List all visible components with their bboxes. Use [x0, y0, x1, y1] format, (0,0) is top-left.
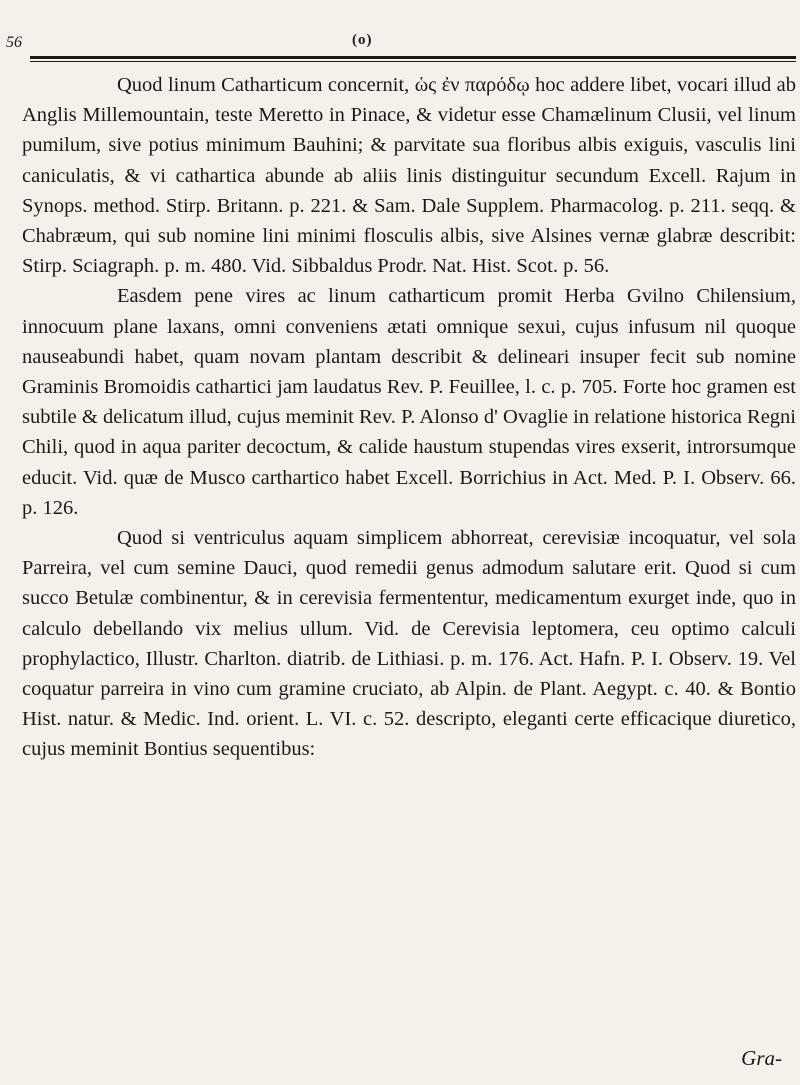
- header-ornament: (o): [352, 32, 373, 48]
- header-rule-thin: [30, 61, 796, 62]
- paragraph-parreira: Quod si ventriculus aquam simplicem abhorreat, cerevisiæ incoquatur, vel sola Parreira, vel cum semine Dauci, quod remedii genus admodum salutare erit. Quod si cum succo Betulæ combinentur, & in cerevisia fermententur, medicamentum exurget inde, quo in calculo debellando vix melius ullum. Vid. de Cerevisia leptomera, ceu optimo calculi prophylactico, Illustr. Charlton. diatrib. de Lithiasi. p. m. 176. Act. Hafn. P. I. Observ. 19. Vel coquatur parreira in vino cum gramine cruciato, ab Alpin. de Plant. Aegypt. c. 40. & Bontio Hist. natur. & Medic. Ind. orient. L. VI. c. 52. descripto, eleganti certe efficacique diuretico, cujus meminit Bontius sequentibus:: [22, 527, 796, 761]
- paragraph-linum-catharticum: Quod linum Catharticum concernit, ὡς ἐν παρόδῳ hoc addere libet, vocari illud ab Anglis Millemountain, teste Meretto in Pinace, & videtur esse Chamælinum Clusii, vel linum pumilum, sive potius minimum Bauhini; & parvitate sua floribus albis exiguis, vasculis lini caniculatis, & vi cathartica abunde ab aliis linis distinguitur secundum Excell. Rajum in Synops. method. Stirp. Britann. p. 221. & Sam. Dale Supplem. Pharmacolog. p. 211. seqq. & Chabræum, qui sub nomine lini minimi flosculis albis, sive Alsines vernæ glabræ describit: Stirp. Sciagraph. p. m. 480. Vid. Sibbaldus Prodr. Nat. Hist. Scot. p. 56.: [22, 74, 796, 278]
- catchword: Gra-: [741, 1046, 782, 1070]
- page-number: 56: [6, 34, 22, 51]
- running-head: [0, 0, 800, 56]
- paragraph-herba-gvilno: Easdem pene vires ac linum catharticum promit Herba Gvilno Chilensium, innocuum plane laxans, omni conveniens ætati omnique sexui, cujus infusum nil quoque nauseabundi habet, quam novam plantam describit & delineari insuper fecit sub nomine Graminis Bromoidis cathartici jam laudatus Rev. P. Feuillee, l. c. p. 705. Forte hoc gramen est subtile & delicatum illud, cujus meminit Rev. P. Alonso d' Ovaglie in relatione historica Regni Chili, quod in aqua pariter decoctum, & calide haustum stupendas vires exserit, introrsumque educit. Vid. quæ de Musco carthartico habet Excell. Borrichius in Act. Med. P. I. Observ. 66. p. 126.: [22, 285, 796, 519]
- header-rule: [30, 56, 796, 59]
- body-text: [22, 70, 796, 765]
